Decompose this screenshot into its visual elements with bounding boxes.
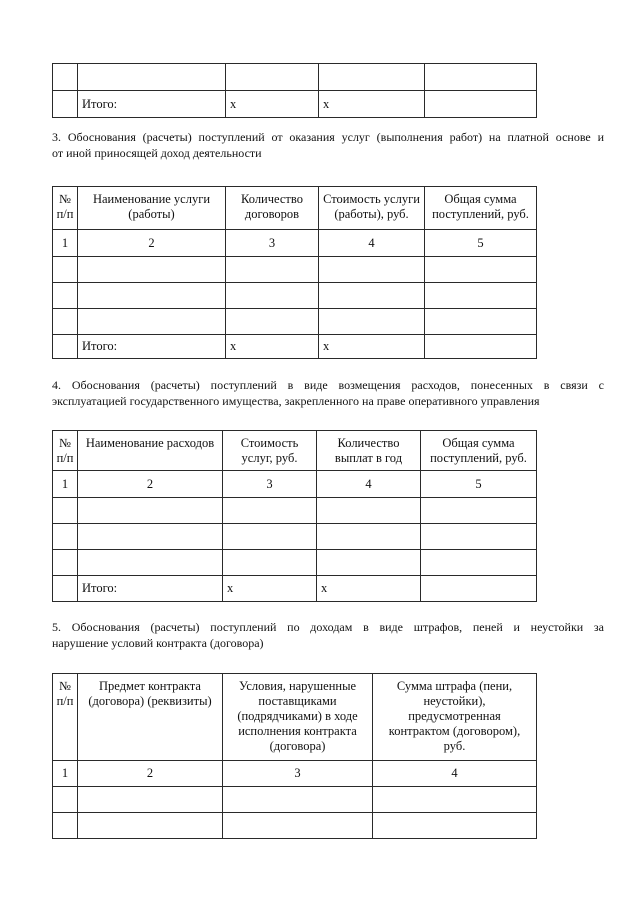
empty-cell [226, 283, 319, 309]
column-number: 1 [53, 230, 78, 257]
total-label: Итого: [78, 335, 226, 359]
empty-cell [425, 335, 537, 359]
header-cell-penalty-amount: Сумма штрафа (пени, неустойки), предусмотренная контрактом (договором), руб. [373, 674, 537, 761]
section4-heading-line1: 4. Обоснования (расчеты) поступлений в виде возмещения расходов, понесенных в связи с [52, 378, 604, 392]
header-row [53, 187, 537, 230]
section3-heading-line2: от иной приносящей доход деятельности [52, 146, 262, 160]
total-col4-mark: x [319, 335, 425, 359]
total-col3-mark: x [226, 335, 319, 359]
empty-cell [53, 787, 78, 813]
header-cell-number: № п/п [53, 187, 78, 230]
header-cell-contract-subject: Предмет контракта (договора) (реквизиты) [78, 674, 223, 761]
header-row [53, 674, 537, 761]
table-row [53, 787, 537, 813]
column-number: 3 [226, 230, 319, 257]
empty-cell [78, 283, 226, 309]
empty-cell [53, 64, 78, 91]
table-row [53, 813, 537, 839]
total-col4-mark: x [319, 91, 425, 118]
column-number: 4 [319, 230, 425, 257]
empty-cell [78, 498, 223, 524]
empty-cell [425, 64, 537, 91]
column-number: 5 [425, 230, 537, 257]
empty-cell [319, 257, 425, 283]
section3-heading [52, 129, 604, 161]
section4-table [52, 430, 537, 602]
empty-cell [78, 64, 226, 91]
empty-cell [425, 257, 537, 283]
empty-cell [223, 787, 373, 813]
empty-cell [78, 309, 226, 335]
empty-cell [421, 498, 537, 524]
empty-cell [78, 813, 223, 839]
section4-heading-line2: эксплуатацией государственного имущества, закрепленного на праве оперативного управления [52, 394, 540, 408]
empty-cell [425, 309, 537, 335]
table-row [53, 498, 537, 524]
empty-cell [78, 787, 223, 813]
header-cell-service-cost: Стоимость услуг, руб. [223, 431, 317, 471]
empty-cell [78, 550, 223, 576]
empty-cell [53, 813, 78, 839]
empty-cell [53, 498, 78, 524]
header-cell-payments-per-year: Количество выплат в год [317, 431, 421, 471]
empty-cell [53, 257, 78, 283]
column-number: 2 [78, 230, 226, 257]
column-number: 1 [53, 471, 78, 498]
empty-cell [223, 813, 373, 839]
header-cell-service-name: Наименование услуги (работы) [78, 187, 226, 230]
section5-heading-line1: 5. Обоснования (расчеты) поступлений по доходам в виде штрафов, пеней и неустойки за [52, 620, 604, 634]
header-cell-contract-count: Количество договоров [226, 187, 319, 230]
empty-cell [78, 524, 223, 550]
total-label: Итого: [78, 91, 226, 118]
header-row [53, 431, 537, 471]
header-cell-total-amount: Общая сумма поступлений, руб. [421, 431, 537, 471]
column-number-row [53, 761, 537, 787]
empty-cell [421, 524, 537, 550]
empty-cell [425, 283, 537, 309]
column-number: 2 [78, 761, 223, 787]
column-number: 5 [421, 471, 537, 498]
column-number: 3 [223, 761, 373, 787]
column-number: 1 [53, 761, 78, 787]
column-number: 2 [78, 471, 223, 498]
header-cell-total-amount: Общая сумма поступлений, руб. [425, 187, 537, 230]
empty-cell [319, 283, 425, 309]
empty-cell [317, 498, 421, 524]
section5-table [52, 673, 537, 839]
empty-cell [317, 524, 421, 550]
empty-cell [226, 64, 319, 91]
empty-cell [226, 257, 319, 283]
section5-heading-line2: нарушение условий контракта (договора) [52, 636, 264, 650]
empty-cell [223, 498, 317, 524]
section4-heading [52, 377, 604, 409]
total-row [53, 576, 537, 602]
total-row [53, 335, 537, 359]
total-label: Итого: [78, 576, 223, 602]
empty-cell [78, 257, 226, 283]
empty-cell [425, 91, 537, 118]
empty-cell [373, 813, 537, 839]
empty-cell [223, 524, 317, 550]
empty-cell [226, 309, 319, 335]
column-number-row [53, 471, 537, 498]
column-number-row [53, 230, 537, 257]
empty-cell [53, 524, 78, 550]
header-cell-expense-name: Наименование расходов [78, 431, 223, 471]
empty-cell [317, 550, 421, 576]
empty-cell [319, 64, 425, 91]
continued-table [52, 63, 537, 118]
header-cell-number: № п/п [53, 674, 78, 761]
empty-cell [373, 787, 537, 813]
empty-cell [421, 550, 537, 576]
empty-cell [223, 550, 317, 576]
header-cell-violated-conditions: Условия, нарушенные поставщиками (подрядчиками) в ходе исполнения контракта (договора) [223, 674, 373, 761]
table-row [53, 524, 537, 550]
table-row [53, 309, 537, 335]
table-row [53, 257, 537, 283]
total-col3-mark: x [223, 576, 317, 602]
empty-cell [421, 576, 537, 602]
column-number: 4 [317, 471, 421, 498]
empty-cell [53, 309, 78, 335]
table-row [53, 283, 537, 309]
total-col3-mark: x [226, 91, 319, 118]
section3-table [52, 186, 537, 359]
table-row [53, 550, 537, 576]
total-row [53, 91, 537, 118]
empty-cell [319, 309, 425, 335]
column-number: 4 [373, 761, 537, 787]
section5-heading [52, 619, 604, 651]
column-number: 3 [223, 471, 317, 498]
header-cell-service-cost: Стоимость услуги (работы), руб. [319, 187, 425, 230]
total-col4-mark: x [317, 576, 421, 602]
table-row [53, 64, 537, 91]
empty-cell [53, 550, 78, 576]
header-cell-number: № п/п [53, 431, 78, 471]
empty-cell [53, 576, 78, 602]
empty-cell [53, 91, 78, 118]
empty-cell [53, 283, 78, 309]
empty-cell [53, 335, 78, 359]
section3-heading-line1: 3. Обоснования (расчеты) поступлений от оказания услуг (выполнения работ) на платной основе и [52, 130, 604, 144]
